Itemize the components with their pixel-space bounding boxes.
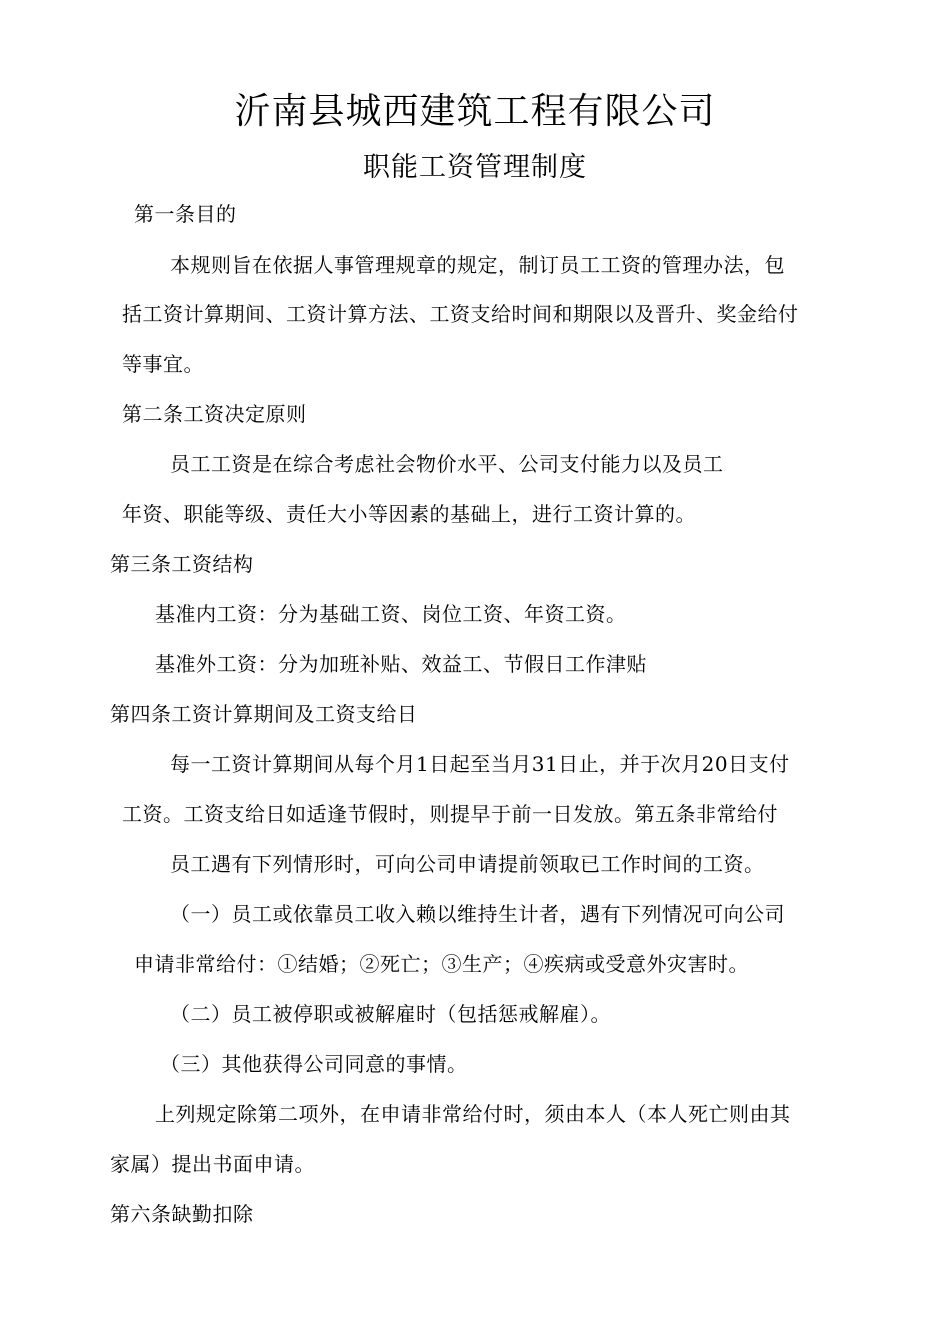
document-subtitle: 职能工资管理制度: [363, 152, 587, 183]
paragraph-line: 员工工资是在综合考虑社会物价水平、公司支付能力以及员工: [170, 452, 724, 476]
paragraph-line: 等事宜。: [122, 352, 204, 376]
paragraph-line: （三）其他获得公司同意的事情。: [160, 1052, 468, 1076]
paragraph-line: 上列规定除第二项外，在申请非常给付时，须由本人（本人死亡则由其: [155, 1102, 791, 1126]
paragraph-line: 基准外工资：分为加班补贴、效益工、节假日工作津贴: [155, 652, 647, 676]
paragraph-line: 基准内工资：分为基础工资、岗位工资、年资工资。: [155, 602, 627, 626]
paragraph-line: 每一工资计算期间从每个月1日起至当月31日止，并于次月20日支付: [170, 752, 790, 776]
paragraph-line: （二）员工被停职或被解雇时（包括惩戒解雇）。: [170, 1002, 611, 1026]
article-4-heading: 第四条工资计算期间及工资支给日: [110, 702, 418, 726]
paragraph-line: 年资、职能等级、责任大小等因素的基础上，进行工资计算的。: [122, 502, 696, 526]
paragraph-line: 工资。工资支给日如适逢节假时，则提早于前一日发放。第五条非常给付: [122, 802, 778, 826]
article-2-heading: 第二条工资决定原则: [122, 402, 307, 426]
article-3-heading: 第三条工资结构: [110, 552, 254, 576]
paragraph-line: 申请非常给付：①结婚；②死亡；③生产；④疾病或受意外灾害时。: [134, 952, 749, 976]
article-6-heading: 第六条缺勤扣除: [110, 1202, 254, 1226]
paragraph-line: 括工资计算期间、工资计算方法、工资支给时间和期限以及晋升、奖金给付: [122, 302, 799, 326]
paragraph-line: 家属）提出书面申请。: [110, 1152, 315, 1176]
paragraph-line: 本规则旨在依据人事管理规章的规定，制订员工工资的管理办法，包: [170, 253, 785, 277]
article-1-heading: 第一条目的: [134, 202, 237, 226]
paragraph-line: 员工遇有下列情形时，可向公司申请提前领取已工作时间的工资。: [170, 852, 765, 876]
company-title: 沂南县城西建筑工程有限公司: [234, 91, 716, 132]
paragraph-line: （一）员工或依靠员工收入赖以维持生计者，遇有下列情况可向公司: [170, 902, 785, 926]
